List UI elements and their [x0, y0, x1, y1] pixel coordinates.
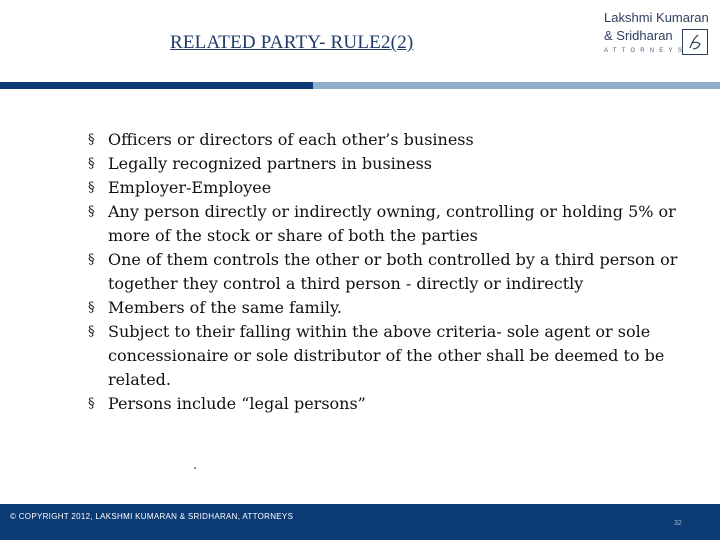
bullet-text: Any person directly or indirectly owning, controlling or holding 5% or more of the stock or share of both the parties [108, 202, 676, 245]
bullet-icon: § [88, 180, 95, 195]
footer-bar [0, 504, 720, 540]
bullet-icon: § [88, 132, 95, 147]
bullet-icon: § [88, 324, 95, 339]
header-rule-dark [0, 82, 313, 89]
bullet-text: One of them controls the other or both controlled by a third person or together they control a third person - directly or indirectly [108, 250, 678, 293]
list-item [88, 128, 688, 152]
logo-line-2: & Sridharan [604, 28, 673, 43]
bullet-icon: § [88, 252, 95, 267]
company-logo [604, 10, 710, 70]
bullet-text: Persons include “legal persons” [108, 394, 366, 413]
bullet-icon: § [88, 396, 95, 411]
logo-line-1: Lakshmi Kumaran [604, 10, 709, 25]
trailing-mark: . [193, 458, 198, 473]
list-item [88, 248, 688, 296]
bullet-text: Officers or directors of each other’s business [108, 130, 474, 149]
bullet-text: Legally recognized partners in business [108, 154, 432, 173]
list-item [88, 200, 688, 248]
copyright-text: © COPYRIGHT 2012, LAKSHMI KUMARAN & SRIDHARAN, ATTORNEYS [10, 512, 294, 521]
list-item [88, 392, 688, 416]
bullet-icon: § [88, 156, 95, 171]
list-item [88, 176, 688, 200]
bullet-text: Members of the same family. [108, 298, 342, 317]
bullet-text: Employer-Employee [108, 178, 272, 197]
bullet-icon: § [88, 300, 95, 315]
logo-line-3: ATTORNEYS [604, 48, 687, 54]
bullet-icon: § [88, 204, 95, 219]
bullet-list [88, 128, 688, 416]
list-item [88, 152, 688, 176]
bullet-text: Subject to their falling within the above criteria- sole agent or sole concessionaire or sole distributor of the other shall be deemed to be related. [108, 322, 665, 389]
page-number: 32 [674, 520, 682, 527]
header-rule-light [313, 82, 720, 89]
list-item [88, 296, 688, 320]
slide-title: RELATED PARTY- RULE2(2) [170, 32, 414, 53]
list-item [88, 320, 688, 392]
